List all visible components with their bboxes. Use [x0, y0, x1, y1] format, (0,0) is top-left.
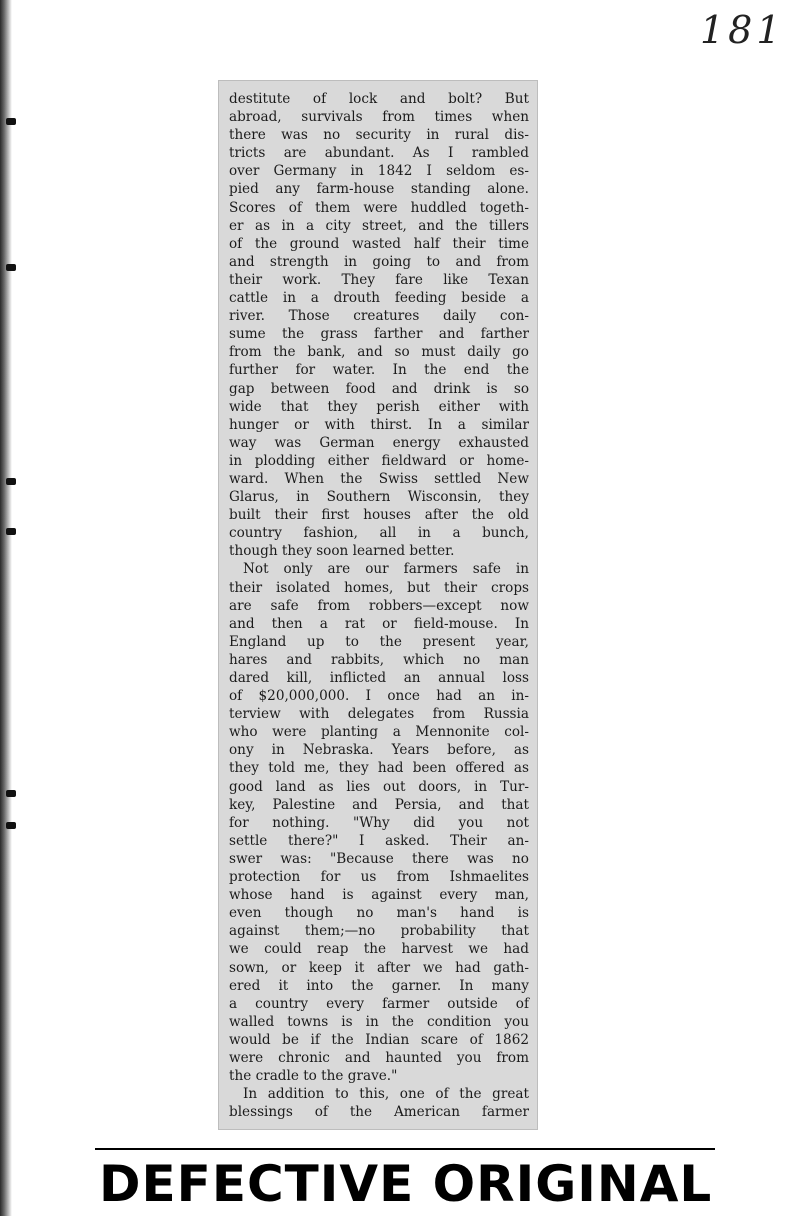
text-line: Not only are our farmers safe in — [243, 561, 529, 578]
text-line: their isolated homes, but their crops — [229, 579, 529, 596]
text-line: gap between food and drink is so — [229, 380, 529, 397]
text-line: there was no security in rural dis- — [229, 127, 529, 144]
margin-mark — [6, 118, 16, 125]
text-line: cattle in a drouth feeding beside a — [229, 290, 529, 307]
text-line: dared kill, inflicted an annual loss — [229, 670, 529, 686]
text-line: key, Palestine and Persia, and that — [229, 796, 529, 813]
text-line: destitute of lock and bolt? But — [229, 91, 529, 107]
text-line: we could reap the harvest we had — [229, 941, 529, 958]
text-line: Glarus, in Southern Wisconsin, they — [229, 489, 529, 506]
text-line: protection for us from Ishmaelites — [229, 869, 529, 886]
text-line: pied any farm-house standing alone. — [229, 181, 529, 198]
text-line: wide that they perish either with — [229, 398, 529, 415]
text-line: over Germany in 1842 I seldom es- — [229, 163, 529, 180]
banner-text: DEFECTIVE ORIGINAL — [99, 1155, 713, 1213]
text-line: settle there?" I asked. Their an- — [229, 832, 529, 849]
text-line: for nothing. "Why did you not — [229, 814, 529, 831]
text-line: ered it into the garner. In many — [229, 977, 529, 994]
text-line: against them;—no probability that — [229, 923, 529, 940]
margin-mark — [6, 528, 16, 535]
text-line: built their first houses after the old — [229, 507, 529, 524]
text-line: in plodding either fieldward or home- — [229, 452, 529, 469]
text-line: they told me, they had been offered as — [229, 760, 529, 777]
text-line: further for water. In the end the — [229, 362, 529, 379]
text-line: sown, or keep it after we had gath- — [229, 959, 529, 976]
text-line: of $20,000,000. I once had an in- — [229, 688, 529, 705]
text-line: the cradle to the grave." — [229, 1068, 398, 1085]
text-line: sume the grass farther and farther — [229, 326, 529, 343]
text-line: would be if the Indian scare of 1862 — [229, 1031, 529, 1048]
text-line: whose hand is against every man, — [229, 887, 529, 904]
text-line: from the bank, and so must daily go — [229, 344, 529, 361]
margin-mark — [6, 822, 16, 829]
margin-mark — [6, 264, 16, 271]
text-line: country fashion, all in a bunch, — [229, 525, 529, 542]
text-line: terview with delegates from Russia — [229, 706, 529, 723]
text-line: blessings of the American farmer — [229, 1104, 529, 1121]
text-line: ony in Nebraska. Years before, as — [229, 742, 529, 759]
text-line: and then a rat or field-mouse. In — [229, 615, 529, 632]
text-line: even though no man's hand is — [229, 905, 529, 922]
margin-mark — [6, 790, 16, 797]
banner-rule — [95, 1148, 715, 1150]
text-line: walled towns is in the condition you — [229, 1013, 529, 1030]
text-line: England up to the present year, — [229, 633, 529, 650]
text-line: ward. When the Swiss settled New — [229, 470, 529, 487]
text-line: er as in a city street, and the tillers — [229, 217, 529, 234]
text-line: In addition to this, one of the great — [243, 1086, 529, 1103]
scan-binding-edge — [0, 0, 12, 1216]
text-line: of the ground wasted half their time — [229, 235, 529, 252]
text-line: good land as lies out doors, in Tur- — [229, 778, 529, 795]
text-line: river. Those creatures daily con- — [229, 308, 529, 325]
text-line: a country every farmer outside of — [229, 995, 529, 1012]
text-line: hares and rabbits, which no man — [229, 651, 529, 668]
text-line: way was German energy exhausted — [229, 434, 529, 451]
newspaper-clipping — [218, 80, 538, 1130]
text-line: swer was: "Because there was no — [229, 850, 529, 867]
text-line: though they soon learned better. — [229, 543, 455, 560]
margin-mark — [6, 478, 16, 485]
article-column — [229, 90, 529, 1121]
text-line: hunger or with thirst. In a similar — [229, 416, 529, 433]
text-line: Scores of them were huddled togeth- — [229, 199, 529, 216]
text-line: who were planting a Mennonite col- — [229, 724, 529, 741]
text-line: their work. They fare like Texan — [229, 271, 529, 288]
text-line: and strength in going to and from — [229, 253, 529, 270]
text-line: abroad, survivals from times when — [229, 109, 529, 126]
page-number: 181 — [700, 8, 785, 52]
defective-original-banner — [95, 1152, 713, 1216]
text-line: tricts are abundant. As I rambled — [229, 145, 529, 162]
text-line: were chronic and haunted you from — [229, 1049, 529, 1066]
text-line: are safe from robbers—except now — [229, 597, 529, 614]
